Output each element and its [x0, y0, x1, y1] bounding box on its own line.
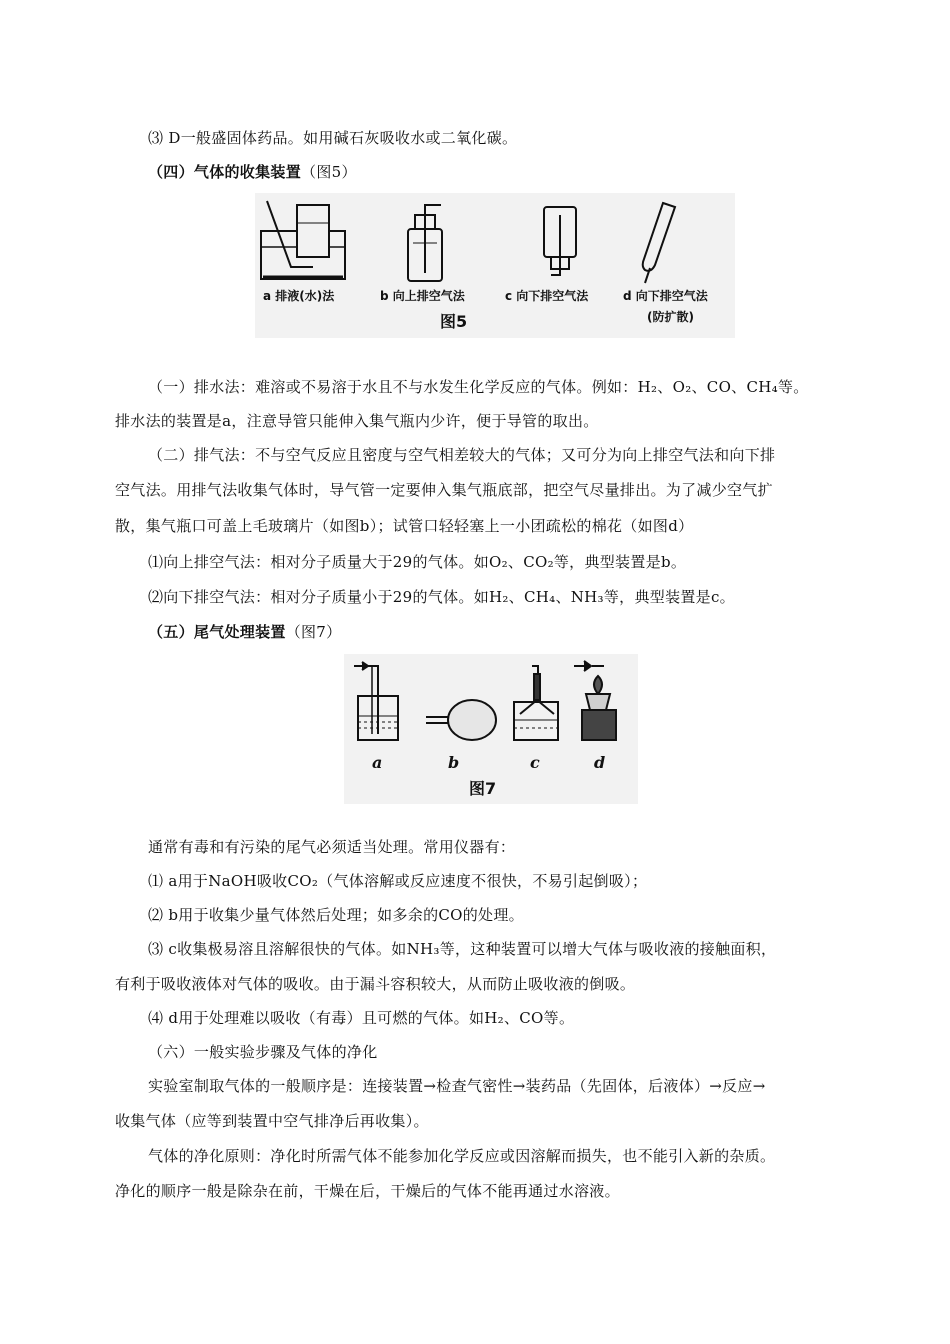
para-tail-gas-c-1: ⑶ c收集极易溶且溶解很快的气体。如NH₃等，这种装置可以增大气体与吸收液的接触面积， [148, 940, 777, 958]
para-tail-gas-a: ⑴ a用于NaOH吸收CO₂（气体溶解或反应速度不很快，不易引起倒吸）； [148, 872, 648, 890]
heading-fig-ref: （图5） [301, 163, 357, 181]
figure-7-drawing [344, 654, 638, 804]
apparatus-c-funnel [514, 666, 558, 740]
para-upward-air: ⑴向上排空气法：相对分子质量大于29的气体。如O₂、CO₂等，典型装置是b。 [148, 553, 687, 571]
apparatus-b-balloon [426, 700, 496, 740]
para-tail-gas-c-2: 有利于吸收液体对气体的吸收。由于漏斗容积较大，从而防止吸收液的倒吸。 [115, 975, 636, 993]
fig7-title: 图7 [469, 779, 497, 798]
fig7-label-a: a [372, 753, 383, 772]
fig5-title: 图5 [440, 312, 468, 331]
apparatus-d-test-tube [643, 203, 675, 283]
fig7-label-c: c [530, 753, 540, 772]
figure-5-drawing [255, 193, 735, 338]
para-steps-2: 收集气体（应等到装置中空气排净后再收集）。 [115, 1112, 429, 1130]
para-air-displacement-2: 空气法。用排气法收集气体时，导气管一定要伸入集气瓶底部，把空气尽量排出。为了减少空气扩 [115, 481, 773, 499]
fig5-label-c: c 向下排空气法 [505, 289, 589, 303]
apparatus-c-downward-air [544, 207, 576, 275]
para-air-displacement-3: 散，集气瓶口可盖上毛玻璃片（如图b）；试管口轻轻塞上一小团疏松的棉花（如图d） [115, 517, 694, 535]
apparatus-d-burner [574, 661, 616, 740]
para-purification-1: 气体的净化原则：净化时所需气体不能参加化学反应或因溶解而损失，也不能引入新的杂质。 [148, 1147, 776, 1165]
fig5-label-a: a 排液(水)法 [263, 289, 335, 303]
para-tail-gas-d: ⑷ d用于处理难以吸收（有毒）且可燃的气体。如H₂、CO等。 [148, 1009, 575, 1027]
section-heading-collection [148, 161, 357, 183]
figure-5-collection-apparatus [255, 193, 735, 338]
para-air-displacement-1: （二）排气法：不与空气反应且密度与空气相差较大的气体；又可分为向上排空气法和向下排 [148, 446, 776, 464]
apparatus-a-beaker [354, 662, 398, 740]
heading-text: （五）尾气处理装置 [148, 623, 286, 641]
para-purification-2: 净化的顺序一般是除杂在前，干燥在后，干燥后的气体不能再通过水溶液。 [115, 1182, 620, 1200]
fig5-label-d-sub: (防扩散) [647, 310, 694, 324]
section-heading-steps: （六）一般实验步骤及气体的净化 [148, 1043, 378, 1061]
para-tail-gas-b: ⑵ b用于收集少量气体然后处理；如多余的CO的处理。 [148, 906, 524, 924]
fig7-label-b: b [448, 753, 460, 772]
para-water-displacement-2: 排水法的装置是a，注意导管只能伸入集气瓶内少许，便于导管的取出。 [115, 412, 599, 430]
figure-7-tail-gas-apparatus [344, 654, 638, 804]
para-water-displacement-1: （一）排水法：难溶或不易溶于水且不与水发生化学反应的气体。例如：H₂、O₂、CO、CH₄等。 [148, 378, 809, 396]
para-steps-1: 实验室制取气体的一般顺序是：连接装置→检查气密性→装药品（先固体，后液体）→反应→ [148, 1077, 766, 1095]
heading-fig-ref: （图7） [285, 623, 342, 641]
fig5-label-d: d 向下排空气法 [623, 289, 708, 303]
heading-text: （四）气体的收集装置 [148, 163, 302, 181]
apparatus-b-upward-air [408, 205, 442, 281]
para-d-solid: ⑶ D一般盛固体药品。如用碱石灰吸收水或二氧化碳。 [148, 129, 518, 147]
para-downward-air: ⑵向下排空气法：相对分子质量小于29的气体。如H₂、CH₄、NH₃等，典型装置是c。 [148, 588, 735, 606]
fig7-label-d: d [594, 753, 606, 772]
fig5-label-b: b 向上排空气法 [380, 289, 465, 303]
apparatus-a-water-displacement [261, 201, 345, 279]
section-heading-tail-gas [148, 621, 341, 643]
para-tail-gas-intro: 通常有毒和有污染的尾气必须适当处理。常用仪器有： [148, 838, 516, 856]
